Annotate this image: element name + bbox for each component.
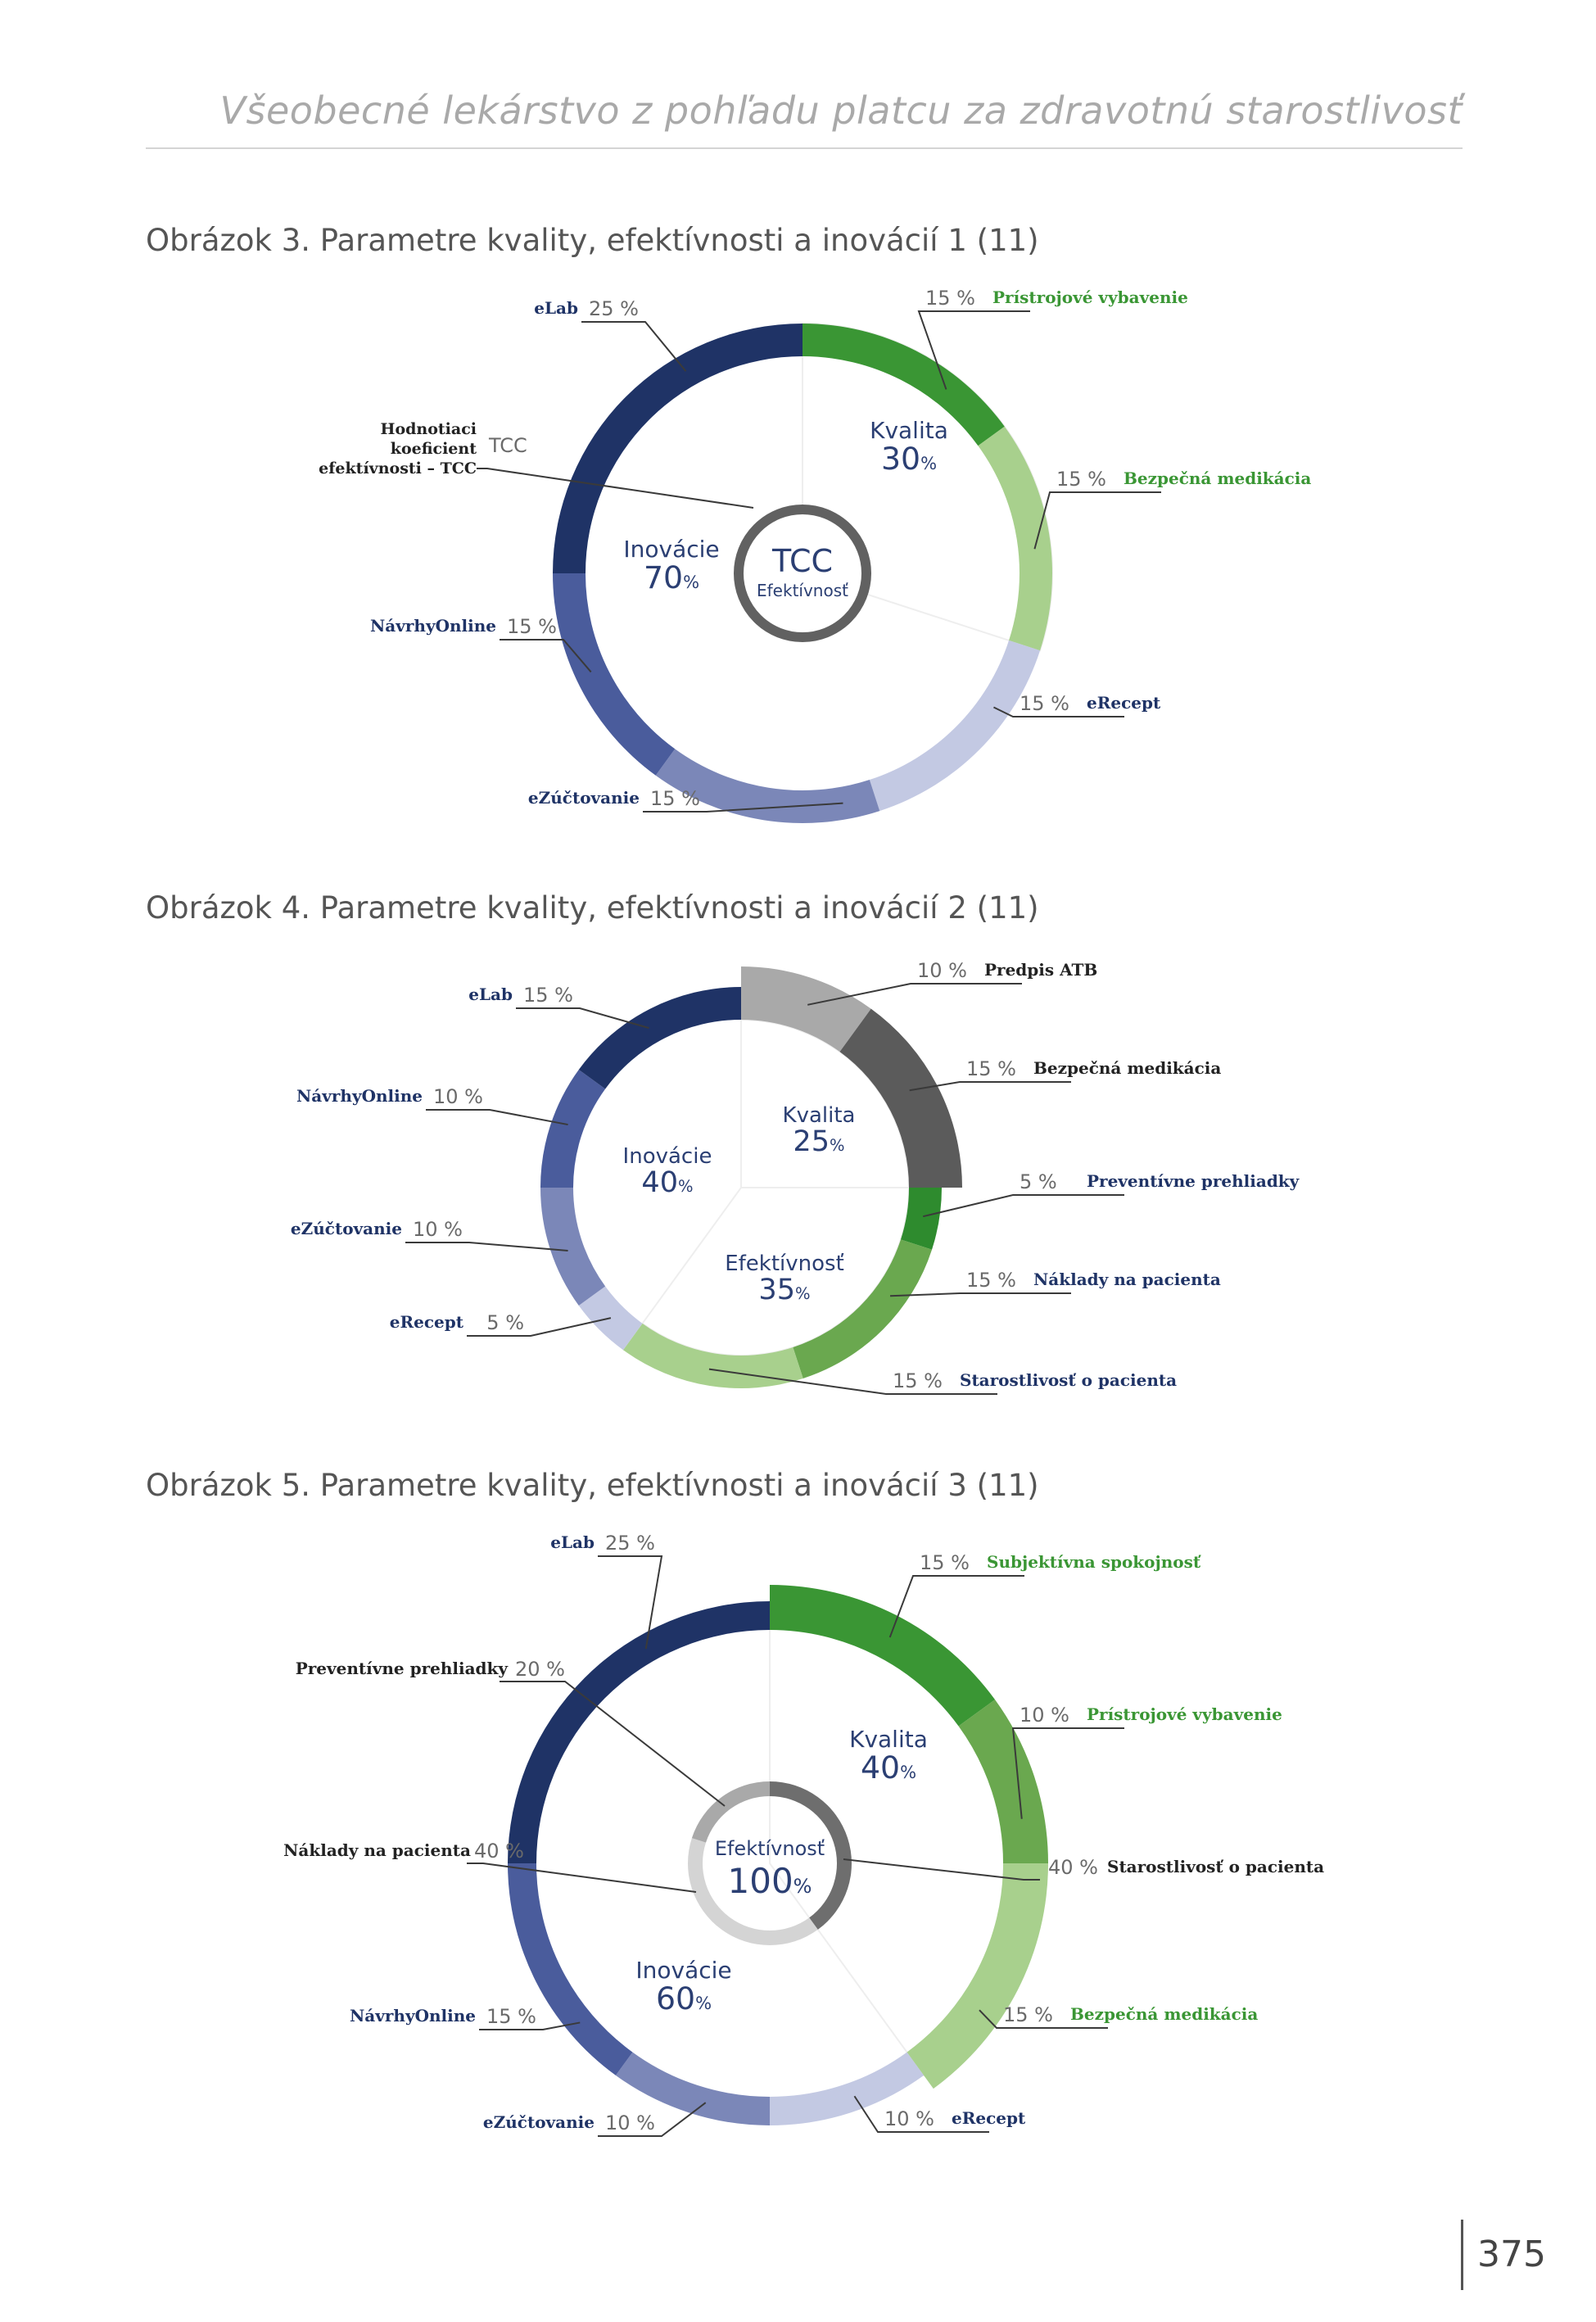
segment-label: Predpis ATB	[984, 960, 1098, 980]
figure-4-caption: Obrázok 4. Parametre kvality, efektívnosti a inovácií 2 (11)	[146, 890, 1039, 926]
figure-5-caption: Obrázok 5. Parametre kvality, efektívnosti a inovácií 3 (11)	[146, 1468, 1039, 1503]
segment-percent: 15 %	[523, 984, 573, 1007]
segment-label: eZúčtovanie	[527, 788, 640, 808]
inner-segment-percent: 40 %	[474, 1840, 524, 1863]
tcc-label-line: Hodnotiaci	[380, 420, 477, 438]
segment-label: eLab	[468, 984, 513, 1004]
group-label-inovacie: Inovácie	[622, 1144, 712, 1169]
tcc-label-abbrev: TCC	[489, 434, 527, 457]
segment-label: Bezpečná medikácia	[1124, 468, 1312, 488]
inner-segment-percent: 40 %	[1048, 1856, 1098, 1879]
group-value-inovacie: 60%	[655, 1980, 712, 2016]
leader-line	[1034, 492, 1161, 549]
segment-label: eLab	[534, 298, 578, 318]
segment-percent: 5 %	[1020, 1170, 1057, 1193]
running-header-title: Všeobecné lekárstvo z pohľadu platcu za zdravotnú starostlivosť	[219, 88, 1463, 133]
group-label-efektivnost: Efektívnosť	[725, 1252, 844, 1276]
group-value-kvalita: 40%	[860, 1749, 917, 1786]
segment-label: eRecept	[389, 1312, 463, 1332]
tcc-label-line: efektívnosti – TCC	[319, 459, 477, 478]
segment-percent: 10 %	[917, 959, 967, 982]
segment-label: eRecept	[952, 2108, 1026, 2128]
segment-label: Náklady na pacienta	[1033, 1270, 1221, 1289]
segment-percent: 15 %	[1003, 2003, 1053, 2026]
leader-line	[923, 1195, 1124, 1216]
segment-label: Preventívne prehliadky	[1087, 1171, 1300, 1191]
segment-percent: 15 %	[966, 1057, 1016, 1080]
figure-4-donut-chart	[0, 938, 1596, 1429]
segment-percent: 15 %	[920, 1551, 970, 1574]
page-number-divider	[1461, 2220, 1463, 2290]
center-value: 100%	[727, 1861, 812, 1901]
leader-line	[426, 1110, 568, 1125]
group-label-kvalita: Kvalita	[870, 417, 948, 444]
figure-5-donut-chart	[0, 1515, 1596, 2211]
segment-label: eRecept	[1087, 693, 1161, 713]
segment-percent: 15 %	[507, 615, 557, 638]
segment-label: Starostlivosť o pacienta	[960, 1370, 1178, 1390]
segment-percent: 15 %	[893, 1369, 943, 1392]
segment-label: eLab	[550, 1532, 595, 1552]
segment-label: Prístrojové vybavenie	[1087, 1704, 1282, 1724]
segment-label: Bezpečná medikácia	[1070, 2004, 1259, 2024]
segment-label: NávrhyOnline	[296, 1086, 423, 1106]
center-title: TCC	[771, 543, 834, 579]
running-header	[146, 82, 1463, 149]
group-label-kvalita: Kvalita	[849, 1726, 928, 1753]
page-number: 375	[1477, 2234, 1546, 2275]
segment-percent: 10 %	[1020, 1704, 1069, 1727]
segment-percent: 10 %	[884, 2107, 934, 2130]
segment-percent: 10 %	[605, 2112, 655, 2134]
segment-label: NávrhyOnline	[350, 2006, 476, 2026]
inner-segment-percent: 20 %	[515, 1658, 565, 1681]
group-value-kvalita: 30%	[880, 440, 938, 477]
segment-label: NávrhyOnline	[370, 616, 496, 636]
group-label-kvalita: Kvalita	[782, 1103, 856, 1128]
segment-label: eZúčtovanie	[482, 2112, 595, 2132]
segment-label: Prístrojové vybavenie	[992, 287, 1188, 307]
segment-percent: 15 %	[1056, 468, 1106, 491]
segment-percent: 10 %	[433, 1085, 483, 1108]
segment-percent: 15 %	[1020, 692, 1069, 715]
segment-percent: 5 %	[486, 1311, 524, 1334]
segment-label: Bezpečná medikácia	[1033, 1058, 1222, 1078]
segment-percent: 25 %	[605, 1532, 655, 1555]
inner-segment-label: Preventívne prehliadky	[295, 1659, 508, 1678]
segment-percent: 15 %	[925, 287, 975, 310]
figure-3-caption: Obrázok 3. Parametre kvality, efektívnosti a inovácií 1 (11)	[146, 223, 1039, 258]
group-label-inovacie: Inovácie	[623, 536, 720, 563]
segment-percent: 25 %	[589, 297, 639, 320]
center-subtitle: Efektívnosť	[757, 581, 848, 600]
group-value-efektivnost: 35%	[758, 1273, 811, 1307]
segment-label: Subjektívna spokojnosť	[987, 1552, 1201, 1572]
group-value-kvalita: 25%	[793, 1125, 845, 1159]
tcc-label-line: koeficient	[390, 440, 477, 458]
group-value-inovacie: 40%	[641, 1166, 694, 1200]
center-title: Efektívnosť	[714, 1837, 825, 1860]
group-value-inovacie: 70%	[643, 559, 700, 595]
figure-3-donut-chart	[0, 270, 1596, 844]
leader-line	[405, 1242, 568, 1251]
leader-line	[890, 1293, 1071, 1296]
segment-percent: 10 %	[413, 1218, 463, 1241]
segment-label: eZúčtovanie	[290, 1219, 402, 1238]
group-label-inovacie: Inovácie	[635, 1957, 732, 1984]
inner-segment-label: Starostlivosť o pacienta	[1107, 1857, 1325, 1876]
segment-percent: 15 %	[486, 2005, 536, 2028]
inner-segment-label: Náklady na pacienta	[283, 1840, 471, 1860]
segment-percent: 15 %	[650, 787, 700, 810]
segment-percent: 15 %	[966, 1269, 1016, 1292]
